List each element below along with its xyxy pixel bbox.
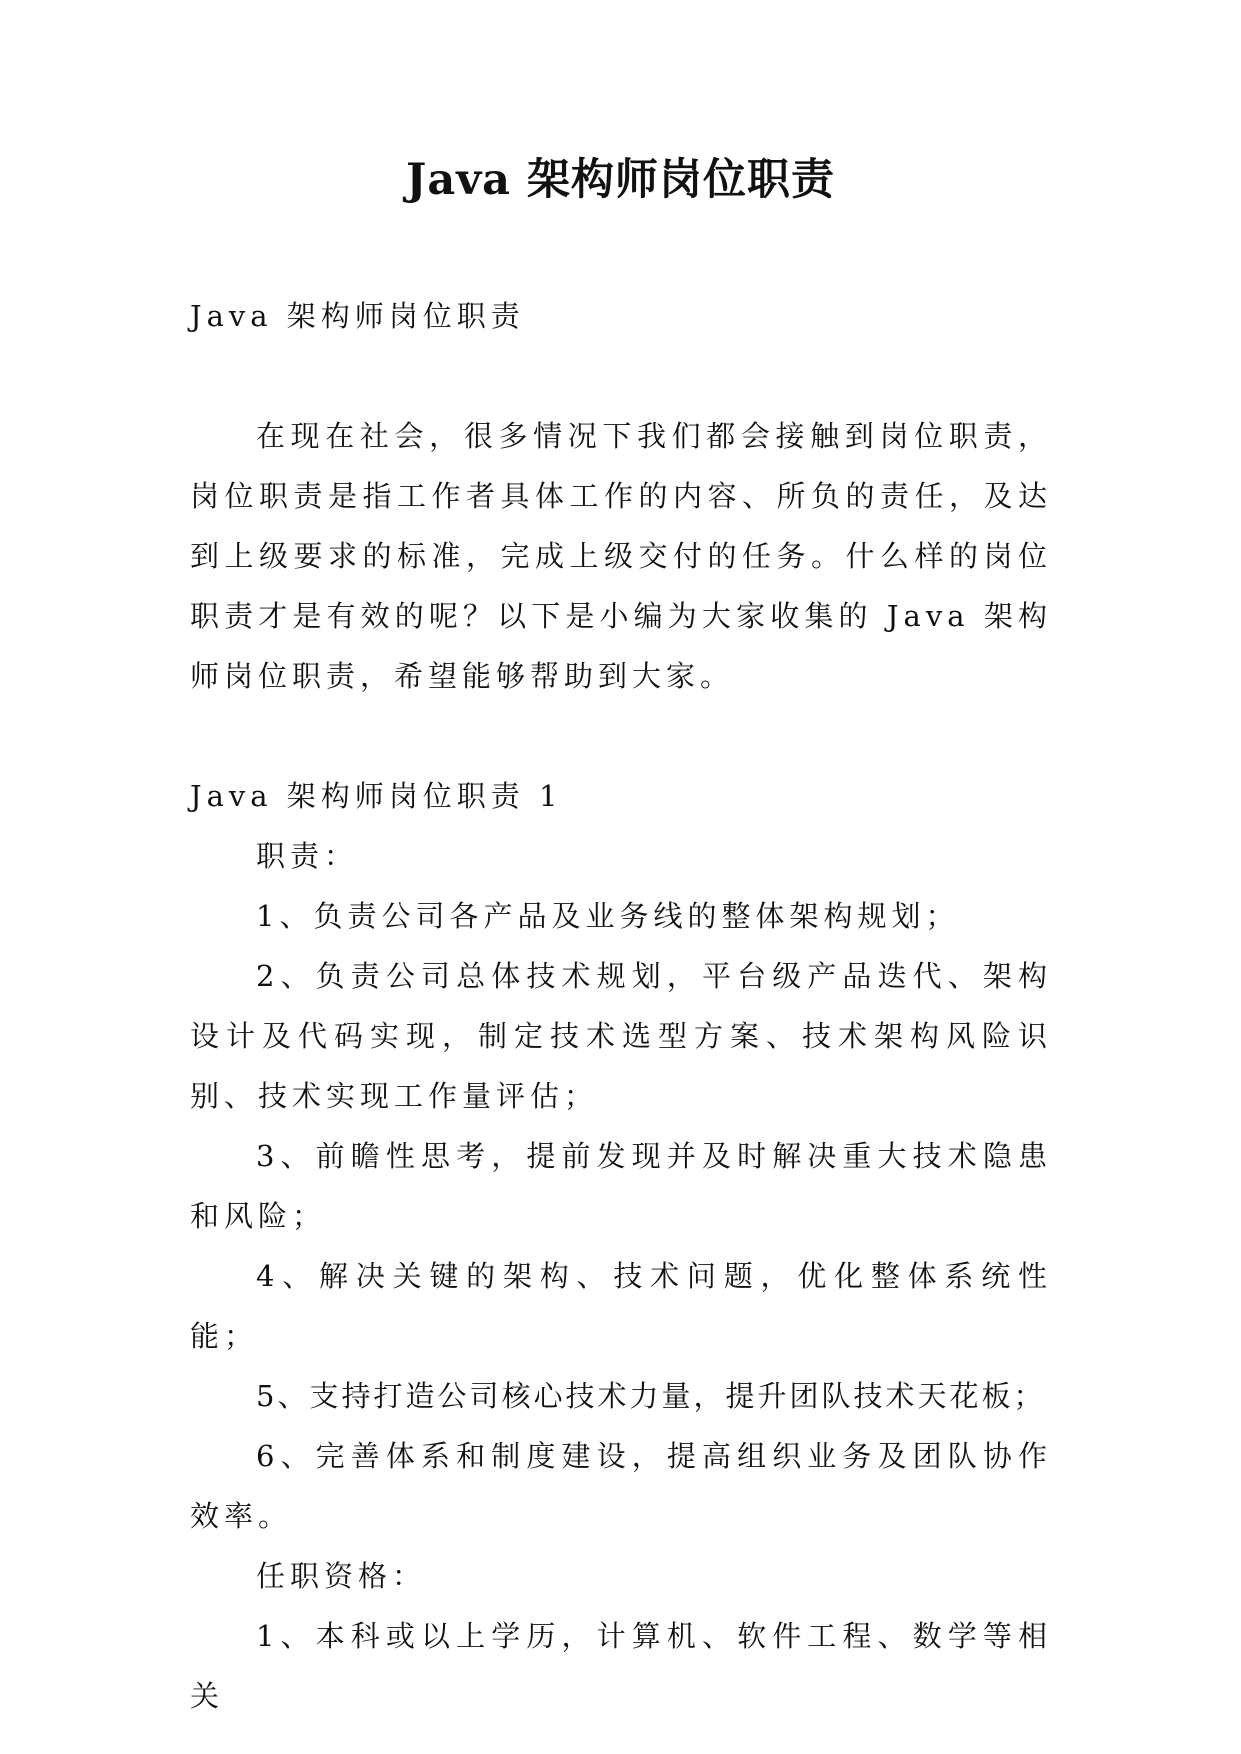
duty-item: 2、负责公司总体技术规划，平台级产品迭代、架构设计及代码实现，制定技术选型方案、技术架构风险识别、技术实现工作量评估；: [190, 959, 1052, 1113]
duty-item: 6、完善体系和制度建设，提高组织业务及团队协作效率。: [190, 1439, 1052, 1533]
document-title: Java 架构师岗位职责: [405, 155, 836, 205]
duty-item: 1、负责公司各产品及业务线的整体架构规划；: [256, 899, 960, 933]
section-heading: Java 架构师岗位职责 1: [190, 779, 563, 813]
document-body: [190, 286, 1052, 1726]
duties-label: 职责：: [256, 839, 359, 873]
duty-item: 3、前瞻性思考，提前发现并及时解决重大技术隐患和风险；: [190, 1139, 1052, 1233]
intro-paragraph: 在现在社会，很多情况下我们都会接触到岗位职责，岗位职责是指工作者具体工作的内容、所负的责任，及达到上级要求的标准，完成上级交付的任务。什么样的岗位职责才是有效的呢？以下是小编为大家收集的 Java 架构师岗位职责，希望能够帮助到大家。: [190, 419, 1052, 693]
duty-item: 4、解决关键的架构、技术问题，优化整体系统性能；: [190, 1259, 1052, 1353]
qualifications-label: 任职资格：: [256, 1559, 427, 1593]
document-subtitle: Java 架构师岗位职责: [190, 299, 525, 333]
qualification-item: 1、本科或以上学历，计算机、软件工程、数学等相关: [190, 1619, 1052, 1713]
duty-item: 5、支持打造公司核心技术力量，提升团队技术天花板；: [256, 1379, 1046, 1413]
